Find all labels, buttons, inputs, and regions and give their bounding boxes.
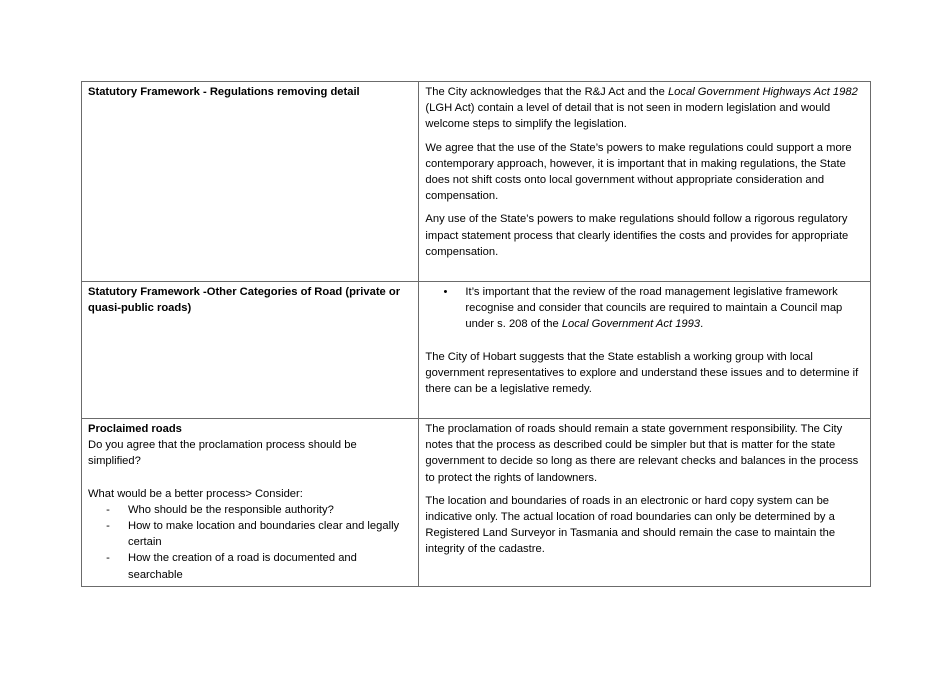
- list-item: [88, 550, 412, 582]
- response-paragraph: The City of Hobart suggests that the State establish a working group with local government representatives to explore and understand these issues and to determine if there can be a legislative remedy.: [425, 350, 859, 396]
- response-paragraph: [425, 84, 864, 133]
- topic-cell: [82, 282, 419, 419]
- topic-heading: Statutory Framework -Other Categories of Road (private or quasi-public roads): [88, 286, 401, 315]
- list-item-text: How the creation of a road is documented and searchable: [128, 552, 357, 581]
- table-row: [82, 419, 871, 587]
- text-run: The City acknowledges that the R&J Act and the: [425, 86, 668, 98]
- topic-cell: [82, 419, 419, 587]
- list-item-text: How to make location and boundaries clear and legally certain: [128, 520, 400, 549]
- dash-icon: -: [106, 520, 110, 533]
- topic-cell: [82, 82, 419, 282]
- list-item: [88, 518, 412, 550]
- text-run: (LGH Act) contain a level of detail that is not seen in modern legislation and would welcome steps to simplify the legislation.: [425, 102, 831, 131]
- table-row: [82, 282, 871, 419]
- list-item: [88, 502, 412, 518]
- bullet-text: [465, 284, 864, 333]
- response-cell: [419, 419, 871, 587]
- table-row: [82, 82, 871, 282]
- text-run: .: [700, 318, 704, 331]
- response-paragraph: We agree that the use of the State’s powers to make regulations could support a more contemporary approach, however, it is important that in making regulations, the State does not shift costs onto local government without appropriate consideration and compensation.: [425, 141, 852, 203]
- topic-heading: Statutory Framework - Regulations removing detail: [88, 86, 360, 98]
- response-paragraph: Any use of the State’s powers to make regulations should follow a rigorous regulatory impact statement process that clearly identifies the costs and provides for appropriate compensation.: [425, 213, 849, 258]
- act-title: Local Government Act 1993: [561, 318, 701, 331]
- spacer: [88, 470, 412, 486]
- response-cell: [419, 282, 871, 419]
- bullet-icon: •: [443, 286, 448, 298]
- topic-heading: Proclaimed roads: [88, 423, 182, 435]
- act-title: Local Government Highways Act 1982: [667, 86, 858, 98]
- bullet-item: [425, 284, 864, 333]
- considerations-list: [88, 502, 412, 583]
- response-paragraph: The proclamation of roads should remain a state government responsibility. The City notes that the process as described could be simpler but that is matter for the state government to decide so long as there are relevant checks and balances in the process to protect the rights of landowners.: [425, 423, 859, 484]
- dash-icon: -: [106, 503, 110, 516]
- dash-icon: -: [106, 552, 110, 565]
- response-cell: [419, 82, 871, 282]
- text-run: It’s important that the review of the road management legislative framework recognise and consider that councils are required to maintain a Council map under s. 208 of the: [465, 286, 843, 331]
- response-paragraph: The location and boundaries of roads in an electronic or hard copy system can be indicative only. The actual location of road boundaries can only be determined by a Registered Land Surveyor in Tasmania and should remain the case to maintain the integrity of the cadastre.: [425, 494, 836, 556]
- question-text: Do you agree that the proclamation process should be simplified?: [88, 439, 357, 468]
- consider-prompt: What would be a better process> Consider:: [88, 487, 303, 500]
- list-item-text: Who should be the responsible authority?: [128, 503, 334, 516]
- submission-table: [81, 81, 871, 587]
- spacer: [425, 333, 864, 349]
